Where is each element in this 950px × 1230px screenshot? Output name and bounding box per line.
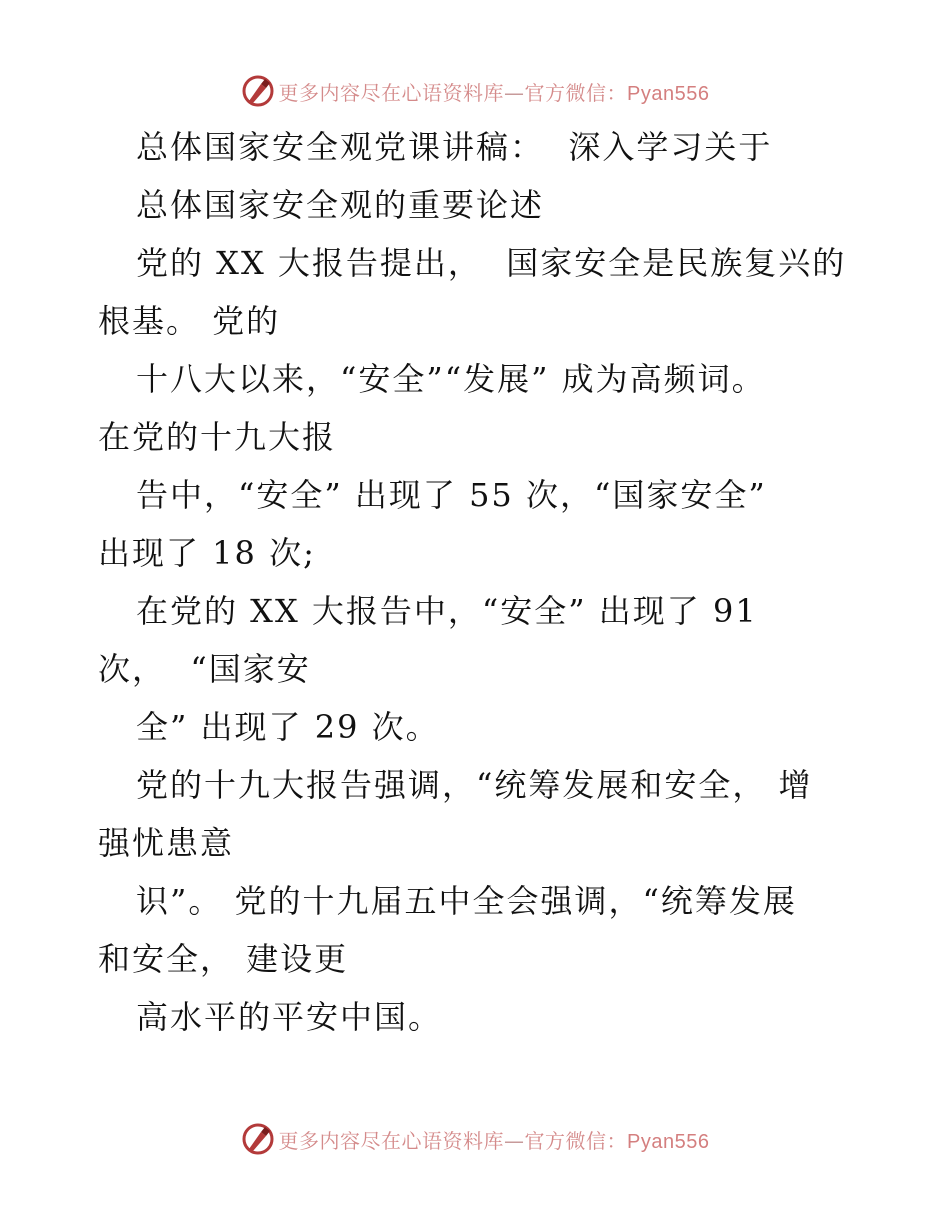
document-body <box>98 118 858 1046</box>
text-line: 次， “国家安 <box>98 650 311 688</box>
text-line: 和安全， 建设更 <box>98 940 349 978</box>
watermark-banner-top <box>0 71 950 111</box>
text-line: 总体国家安全观的重要论述 <box>136 186 545 224</box>
text-line: 告中，“安全” 出现了 55 次，“国家安全” <box>136 476 767 514</box>
text-line: 高水平的平安中国。 <box>136 998 443 1036</box>
text-line: 识”。 党的十九届五中全会强调，“统筹发展 <box>136 882 797 920</box>
text-line: 在党的十九大报 <box>98 418 337 456</box>
watermark-dash: — <box>504 1128 525 1153</box>
text-line: 总体国家安全观党课讲稿： 深入学习关于 <box>136 128 773 166</box>
watermark-cn: 更多内容尽在心语资料库 <box>278 1128 505 1153</box>
watermark-text <box>279 1125 710 1154</box>
watermark-official: 官方微信： <box>524 80 628 105</box>
text-line: 党的十九大报告强调，“统筹发展和安全， 增 <box>136 766 813 804</box>
watermark-text <box>279 77 710 106</box>
watermark-handle: Pyan556 <box>627 1130 710 1153</box>
pen-in-circle-logo-icon <box>241 74 275 108</box>
text-line: 出现了 18 次; <box>98 534 316 572</box>
text-line: 在党的 XX 大报告中，“安全” 出现了 91 <box>136 592 758 630</box>
text-line: 强忧患意 <box>98 824 235 862</box>
watermark-cn: 更多内容尽在心语资料库 <box>278 80 505 105</box>
pen-in-circle-logo-icon <box>241 1122 275 1156</box>
text-line: 党的 XX 大报告提出， 国家安全是民族复兴的 <box>136 244 847 282</box>
text-line: 全” 出现了 29 次。 <box>136 708 440 746</box>
watermark-dash: — <box>504 80 525 105</box>
text-line: 根基。 党的 <box>98 302 281 340</box>
watermark-banner-bottom <box>0 1119 950 1159</box>
text-line: 十八大以来，“安全”“发展” 成为高频词。 <box>136 360 766 398</box>
watermark-official: 官方微信： <box>524 1128 628 1153</box>
watermark-handle: Pyan556 <box>627 82 710 105</box>
